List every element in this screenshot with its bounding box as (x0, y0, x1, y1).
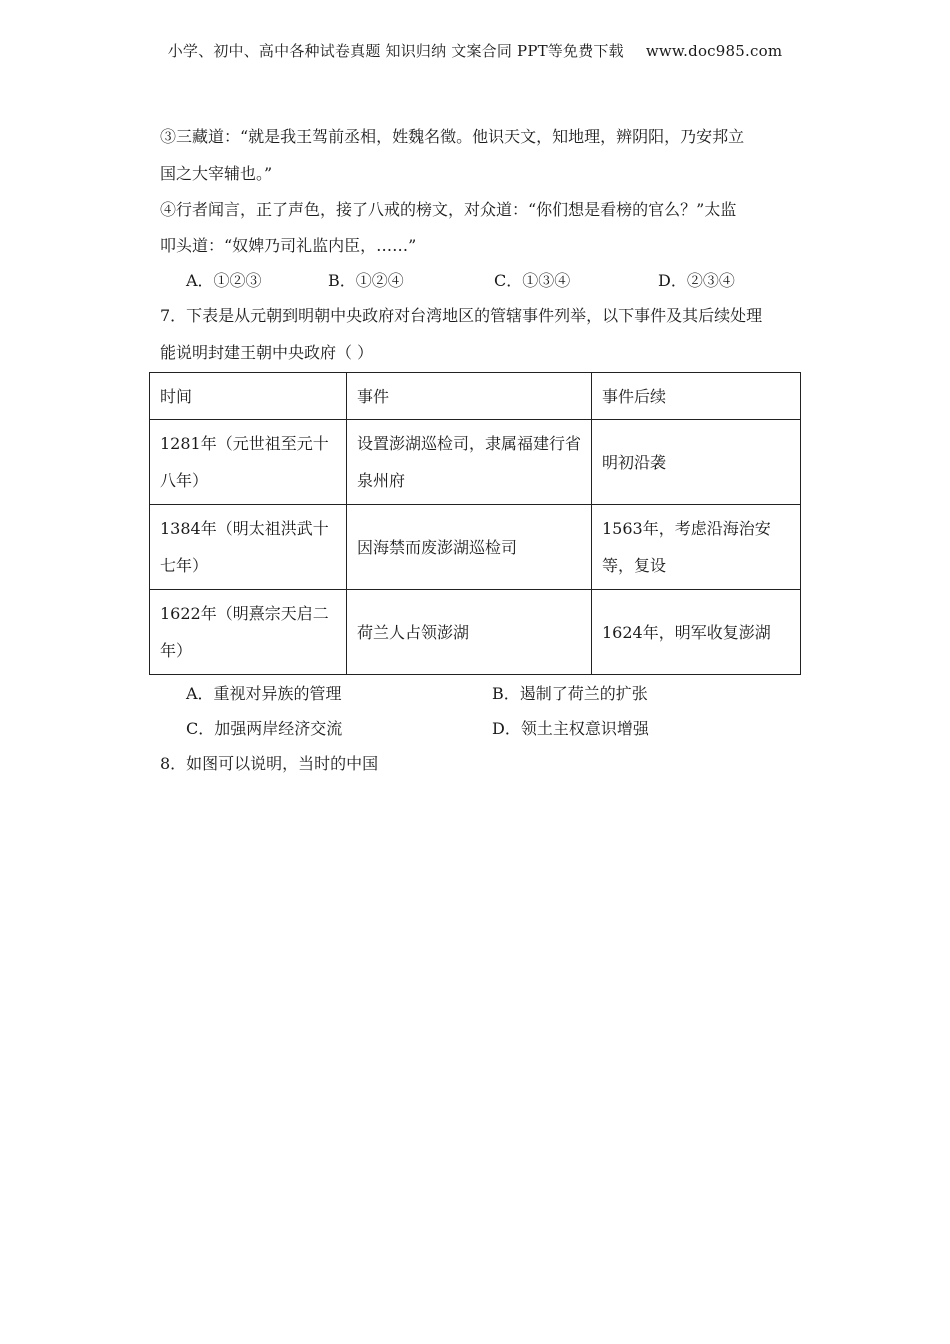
table-cell: 1624年，明军收复澎湖 (592, 590, 801, 675)
table-cell: 1384年（明太祖洪武十七年） (150, 505, 347, 590)
q7-stem-line2: 能说明封建王朝中央政府（ ） (160, 343, 374, 362)
header-text: 小学、初中、高中各种试卷真题 知识归纳 文案合同 PPT等免费下载 (167, 42, 624, 60)
q7-option-a[interactable]: A．重视对异族的管理 (186, 684, 342, 703)
table-row (150, 590, 801, 675)
table-cell: 1622年（明熹宗天启二年） (150, 590, 347, 675)
table-cell: 荷兰人占领澎湖 (347, 590, 592, 675)
q6-option-d[interactable]: D．②③④ (658, 271, 735, 290)
table-header-cell: 事件后续 (592, 373, 801, 420)
q6-option-b[interactable]: B．①②④ (328, 271, 404, 290)
table-header-cell: 事件 (347, 373, 592, 420)
table-row (150, 420, 801, 505)
q6-item3-line1: ③三藏道：“就是我王驾前丞相，姓魏名徵。他识天文，知地理，辨阴阳，乃安邦立 (160, 127, 745, 146)
q6-option-a[interactable]: A．①②③ (186, 271, 262, 290)
table-cell: 1563年，考虑沿海治安等，复设 (592, 505, 801, 590)
table-row (150, 505, 801, 590)
header-url[interactable]: www.doc985.com (645, 42, 783, 60)
page-header (0, 40, 950, 61)
q7-option-b[interactable]: B．遏制了荷兰的扩张 (492, 684, 648, 703)
q6-item4-line2: 叩头道：“奴婢乃司礼监内臣，……” (160, 236, 417, 255)
q7-option-c[interactable]: C．加强两岸经济交流 (186, 719, 343, 738)
table-header-cell: 时间 (150, 373, 347, 420)
q6-option-c[interactable]: C．①③④ (494, 271, 571, 290)
q6-item4-line1: ④行者闻言，正了声色，接了八戒的榜文，对众道：“你们想是看榜的官么？”太监 (160, 200, 737, 219)
q8-stem: 8．如图可以说明，当时的中国 (160, 754, 379, 773)
table-header-row (150, 373, 801, 420)
table-cell: 1281年（元世祖至元十八年） (150, 420, 347, 505)
table-cell: 设置澎湖巡检司，隶属福建行省泉州府 (347, 420, 592, 505)
q7-option-d[interactable]: D．领土主权意识增强 (492, 719, 649, 738)
table-cell: 因海禁而废澎湖巡检司 (347, 505, 592, 590)
q6-options (186, 268, 735, 291)
q7-stem-line1: 7．下表是从元朝到明朝中央政府对台湾地区的管辖事件列举，以下事件及其后续处理 (160, 306, 763, 325)
table-cell: 明初沿袭 (592, 420, 801, 505)
q6-item3-line2: 国之大宰辅也。” (160, 164, 273, 183)
q7-table (149, 372, 801, 675)
